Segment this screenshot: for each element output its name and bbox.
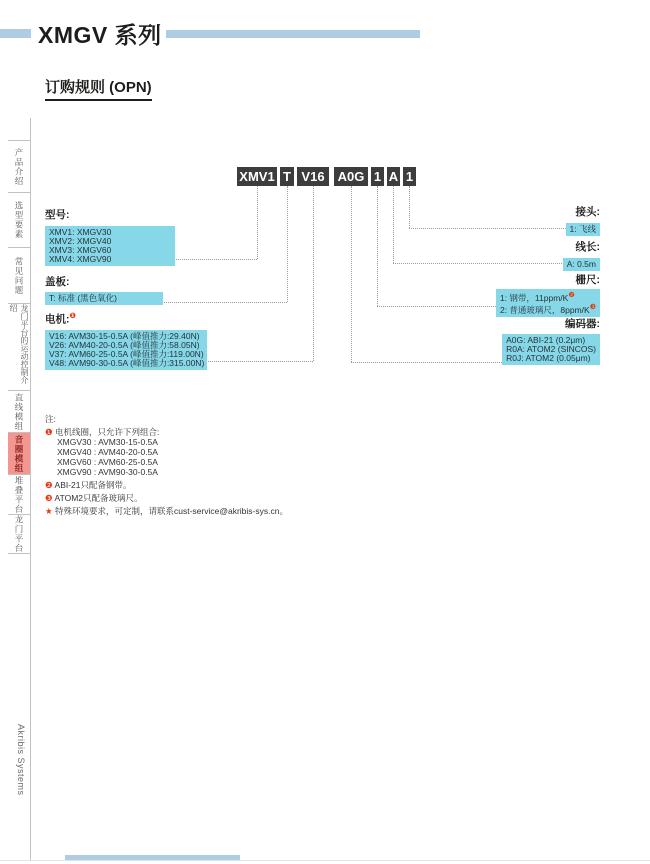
sidebar-item-label: 常见问题	[14, 256, 24, 295]
note-combo-row: XMGV30 : AVM30-15-0.5A	[57, 437, 158, 447]
option-row: V37: AVM60-25-0.5A (峰值推力:119.00N)	[49, 348, 204, 359]
connector-options-group	[566, 204, 600, 237]
option-row: XMV3: XMGV60	[49, 245, 112, 255]
option-row: A: 0.5m	[566, 259, 596, 269]
connector-label: 接头:	[575, 206, 600, 218]
option-row: R0A: ATOM2 (SINCOS)	[506, 344, 596, 354]
option-row: A0G: ABI-21 (0.2μm)	[506, 335, 586, 345]
sidebar-item-label: 龙门平台的运动控制介绍	[9, 304, 29, 384]
option-text: 1: 钢带，11ppm/K	[499, 292, 569, 303]
star-icon: ★	[45, 506, 53, 516]
sidebar-item-label: 堆叠平台	[14, 475, 24, 514]
header-accent-right	[166, 30, 420, 38]
part-number-segment-cable-length: A	[388, 169, 399, 184]
part-number-segment-scale: 1	[371, 167, 384, 186]
sidebar-item-label: 龙门平台	[14, 515, 24, 553]
brand-vertical-label: Akribis Systems	[16, 724, 26, 796]
encoder-option-box	[502, 334, 600, 365]
connector-vertical-cover	[287, 186, 288, 302]
option-row: XMV4: XMGV90	[49, 254, 112, 264]
note-combo-row: XMGV40 : AVM40-20-0.5A	[57, 447, 158, 457]
sidebar-item-faq[interactable]	[8, 247, 30, 303]
option-text: 2: 普通玻璃尺，8ppm/K	[499, 304, 590, 315]
sidebar-divider	[30, 118, 31, 860]
sidebar-item-voice-coil-module[interactable]	[8, 432, 30, 474]
model-label: 型号:	[45, 209, 70, 221]
sidebar-item-label: 选型要素	[14, 201, 24, 239]
custom-environment-note	[45, 506, 465, 516]
series-title: XMGV 系列	[38, 22, 162, 48]
part-number-segment-encoder: A0G	[334, 167, 368, 186]
star-note-text: 特殊环境要求，可定制，请联系cust-service@akribis-sys.cn。	[55, 506, 288, 516]
sidebar-item-label: 直线模组	[14, 392, 24, 431]
sidebar-item-label: 音圈模组	[14, 434, 24, 473]
option-row: 1: 飞线	[569, 224, 596, 234]
sidebar-item-gantry-motion-control-intro[interactable]	[8, 303, 30, 390]
sidebar-item-label: 产品介绍	[14, 147, 24, 186]
option-row: R0J: ATOM2 (0.05μm)	[506, 353, 591, 363]
option-row: T: 标准 (黑色氧化)	[49, 293, 117, 303]
model-options-group	[45, 207, 175, 266]
option-row: V16: AVM30-15-0.5A (峰值推力:29.40N)	[49, 330, 200, 341]
sidebar-item-gantry-platform[interactable]	[8, 514, 30, 554]
connector-option-box	[566, 223, 600, 236]
part-number-segment-model: XMV1	[237, 167, 277, 186]
motor-footnote-marker: ❶	[69, 311, 76, 320]
note-3-marker: ❸	[45, 493, 53, 503]
part-number-segment-motor: V16	[297, 167, 329, 186]
cable-length-options-group	[563, 239, 600, 272]
footer-accent-bar	[65, 855, 240, 860]
cable-length-label: 线长:	[575, 241, 600, 253]
header-accent-left	[0, 29, 31, 38]
sidebar-item-stacked-platform[interactable]	[8, 474, 30, 514]
cover-option-box	[45, 292, 163, 305]
option-row	[500, 303, 596, 315]
scale-options-group	[496, 272, 600, 318]
scale-label: 栅尺:	[575, 274, 600, 286]
encoder-label: 编码器:	[565, 318, 600, 330]
note-atom2	[45, 493, 465, 503]
note-combo-row: XMGV60 : AVM60-25-0.5A	[57, 457, 158, 467]
scale-footnote-marker-2: ❷	[568, 292, 575, 299]
scale-footnote-marker-3: ❸	[589, 303, 596, 311]
model-option-box	[45, 226, 175, 266]
footer-edge-line	[0, 860, 650, 861]
part-number-segment-cover: T	[280, 167, 294, 186]
cover-options-group	[45, 274, 163, 305]
connector-vertical-cable-length	[393, 186, 394, 263]
scale-option-box	[496, 289, 600, 317]
option-row: V26: AVM40-20-0.5A (峰值推力:58.05N)	[49, 339, 200, 350]
option-row: V48: AVM90-30-0.5A (峰值推力:315.00N)	[49, 357, 205, 368]
sidebar-item-product-intro[interactable]	[8, 140, 30, 192]
cable-length-option-box	[563, 258, 600, 271]
motor-options-group	[45, 311, 207, 370]
cover-label: 盖板:	[45, 276, 70, 288]
notes-title: 注:	[45, 414, 56, 424]
connector-vertical-scale	[377, 186, 378, 306]
note-1-marker: ❶	[45, 427, 53, 437]
motor-label-text: 电机:	[45, 313, 70, 326]
note-2-text: ABI-21只配备钢带。	[54, 480, 132, 490]
option-row: XMV1: XMGV30	[49, 227, 112, 237]
note-2-marker: ❷	[45, 480, 53, 490]
motor-option-box	[45, 330, 207, 370]
option-row: XMV2: XMGV40	[49, 236, 112, 246]
section-title: 订购规则 (OPN)	[45, 76, 152, 101]
sidebar-item-linear-module[interactable]	[8, 390, 30, 432]
connector-vertical-motor	[313, 186, 314, 361]
connector-vertical-connector	[409, 186, 410, 228]
note-3-text: ATOM2只配备玻璃尺。	[54, 493, 143, 503]
option-row	[500, 291, 596, 303]
encoder-options-group	[502, 316, 600, 366]
note-motor-combos	[45, 427, 465, 477]
sidebar-item-selection-factors[interactable]	[8, 192, 30, 247]
connector-vertical-encoder	[351, 186, 352, 362]
note-abi21	[45, 480, 465, 490]
motor-label	[45, 311, 207, 327]
part-number-segment-connector: 1	[403, 167, 416, 186]
notes-section	[45, 414, 465, 516]
connector-vertical-model	[257, 186, 258, 259]
note-combo-row: XMGV90 : AVM90-30-0.5A	[57, 467, 158, 477]
note-1-text: 电机线圈，只允许下列组合:	[55, 427, 160, 437]
